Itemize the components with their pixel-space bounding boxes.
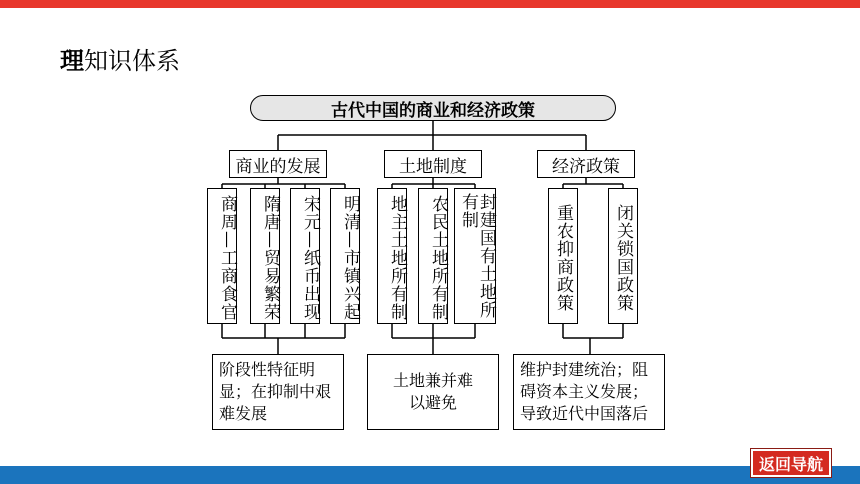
item-node-ming-qing: 明清—市镇兴起 xyxy=(330,188,360,324)
item-node-agriculture-policy: 重农抑商政策 xyxy=(548,188,578,324)
branch-node-commerce: 商业的发展 xyxy=(229,150,327,178)
result-node-commerce: 阶段性特征明显；在抑制中艰难发展 xyxy=(212,354,344,430)
branch-node-economic-policy: 经济政策 xyxy=(537,150,635,178)
item-node-state-ownership: 封建国有土地所有制 xyxy=(454,188,496,324)
result-node-policy: 维护封建统治；阻碍资本主义发展；导致近代中国落后 xyxy=(513,354,665,430)
slide-title-first-char: 理 xyxy=(60,47,84,75)
branch-node-land-system: 土地制度 xyxy=(384,150,482,178)
item-node-landlord-ownership: 地主土地所有制 xyxy=(377,188,407,324)
slide-title-rest: 知识体系 xyxy=(84,47,180,75)
back-to-navigation-button[interactable]: 返回导航 xyxy=(751,449,831,477)
item-node-closed-door-policy: 闭关锁国政策 xyxy=(608,188,638,324)
item-node-song-yuan: 宋元—纸币出现 xyxy=(290,188,320,324)
item-node-shang-zhou: 商周—工商食官 xyxy=(207,188,237,324)
bottom-accent-bar xyxy=(0,466,860,484)
item-node-peasant-ownership: 农民土地所有制 xyxy=(418,188,448,324)
diagram-root-node: 古代中国的商业和经济政策 xyxy=(250,95,616,121)
result-node-land: 土地兼并难以避免 xyxy=(367,354,499,430)
item-node-sui-tang: 隋唐—贸易繁荣 xyxy=(250,188,280,324)
